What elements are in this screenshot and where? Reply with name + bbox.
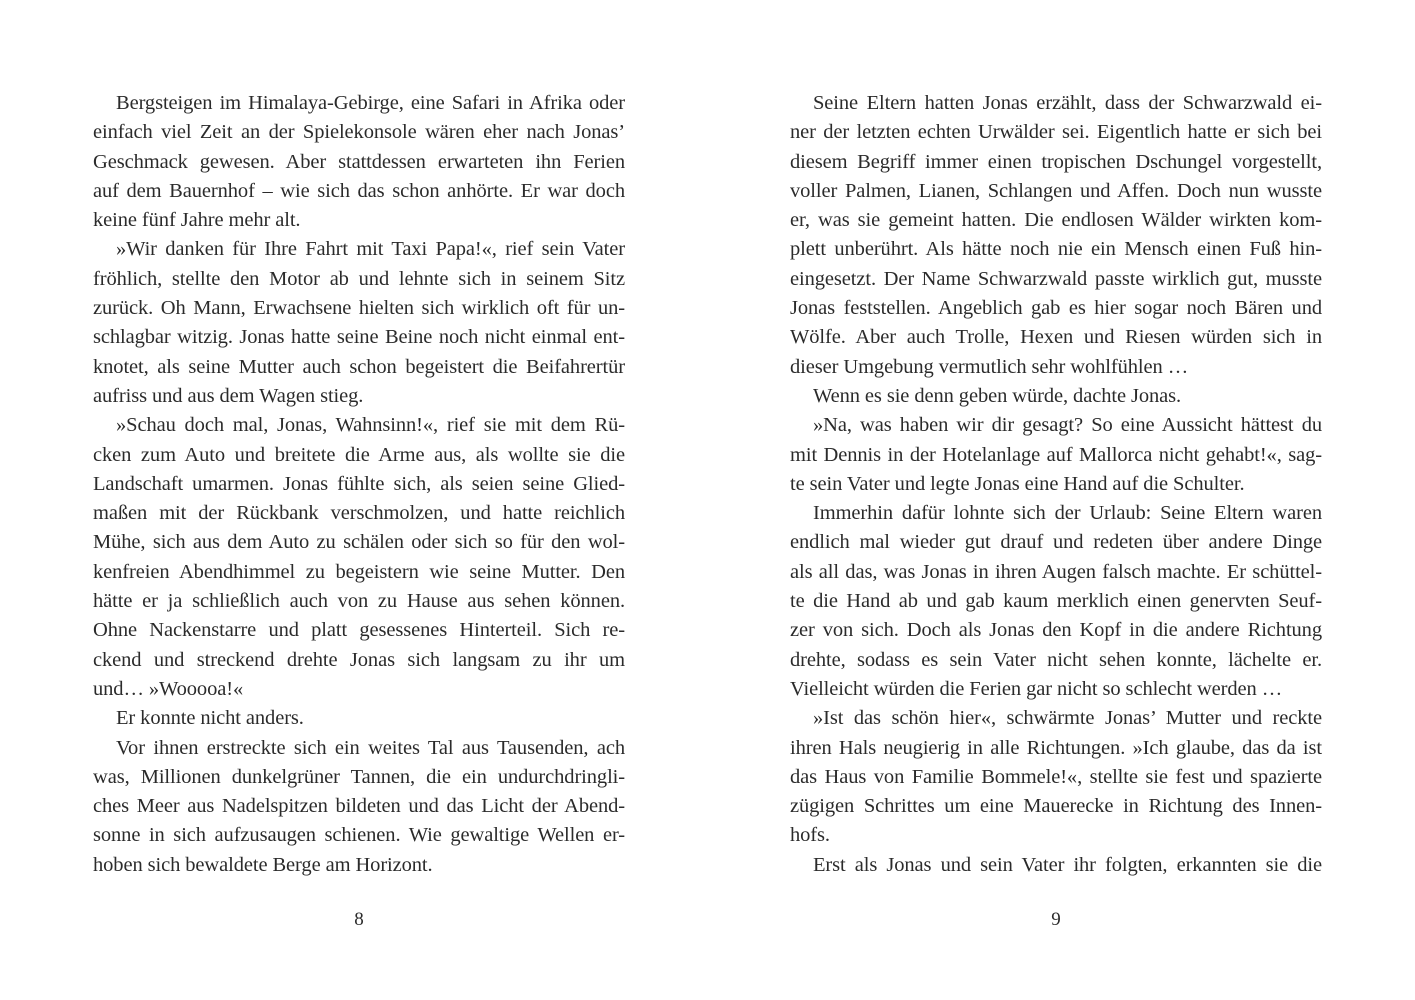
right-page-number: 9 xyxy=(1051,909,1061,930)
text-line: aufriss und aus dem Wagen stieg. xyxy=(93,384,364,407)
text-line: drehte, sodass es sein Vater nicht sehen konnte, lächelte er. xyxy=(790,648,1322,671)
text-line: »Ist das schön hier«, schwärmte Jonas’ Mutter und reckte xyxy=(813,707,1322,730)
text-line: »Schau doch mal, Jonas, Wahnsinn!«, rief sie mit dem Rü- xyxy=(116,414,625,437)
text-line: fröhlich, stellte den Motor ab und lehnte sich in seinem Sitz xyxy=(93,267,625,290)
right-page-text xyxy=(790,89,1322,880)
text-line: maßen mit der Rückbank verschmolzen, und hatte reichlich xyxy=(93,502,625,525)
text-line: diesem Begriff immer einen tropischen Dschungel vorgestellt, xyxy=(790,150,1322,173)
text-line: zer von sich. Doch als Jonas den Kopf in die andere Richtung xyxy=(790,619,1322,642)
text-line: und… »Wooooa!« xyxy=(93,677,244,700)
text-line: endlich mal wieder gut drauf und redeten über andere Dinge xyxy=(790,531,1322,554)
text-line: Vor ihnen erstreckte sich ein weites Tal aus Tausenden, ach xyxy=(116,736,625,759)
text-line: Er konnte nicht anders. xyxy=(116,707,304,730)
text-line: einfach viel Zeit an der Spielekonsole wären eher nach Jonas’ xyxy=(93,121,625,144)
text-line: Immerhin dafür lohnte sich der Urlaub: Seine Eltern waren xyxy=(813,502,1322,525)
text-line: te sein Vater und legte Jonas eine Hand auf die Schulter. xyxy=(790,472,1245,495)
text-line: Mühe, sich aus dem Auto zu schälen oder sich so für den wol- xyxy=(93,531,625,554)
text-line: das Haus von Familie Bommele!«, stellte sie fest und spazierte xyxy=(790,765,1322,788)
text-line: hofs. xyxy=(790,824,830,847)
text-line: hoben sich bewaldete Berge am Horizont. xyxy=(93,853,433,876)
text-line: cken zum Auto und breitete die Arme aus, als wollte sie die xyxy=(93,443,625,466)
left-page xyxy=(0,0,707,1000)
text-line: te die Hand ab und gab kaum merklich einen genervten Seuf- xyxy=(790,590,1322,613)
text-line: plett unberührt. Als hätte noch nie ein Mensch einen Fuß hin- xyxy=(790,238,1322,261)
text-line: auf dem Bauernhof – wie sich das schon anhörte. Er war doch xyxy=(93,179,625,202)
left-page-text xyxy=(93,89,625,880)
right-page xyxy=(707,0,1415,1000)
text-line: hätte er ja schließlich auch von zu Hause aus sehen können. xyxy=(93,590,625,613)
text-line: »Wir danken für Ihre Fahrt mit Taxi Papa!«, rief sein Vater xyxy=(116,238,625,261)
text-line: Bergsteigen im Himalaya-Gebirge, eine Safari in Afrika oder xyxy=(116,92,625,114)
left-page-number: 8 xyxy=(354,909,364,930)
text-line: ckend und streckend drehte Jonas sich langsam zu ihr um xyxy=(93,648,625,671)
text-line: Seine Eltern hatten Jonas erzählt, dass der Schwarzwald ei- xyxy=(813,92,1322,114)
text-line: als all das, was Jonas in ihren Augen falsch machte. Er schüttel- xyxy=(790,560,1322,583)
text-line: eingesetzt. Der Name Schwarzwald passte wirklich gut, musste xyxy=(790,267,1322,290)
text-line: zügigen Schrittes um eine Mauerecke in Richtung des Innen- xyxy=(790,795,1322,818)
text-line: schlagbar witzig. Jonas hatte seine Beine noch nicht einmal ent- xyxy=(93,326,625,349)
text-line: ner der letzten echten Urwälder sei. Eigentlich hatte er sich bei xyxy=(790,121,1322,144)
text-line: Vielleicht würden die Ferien gar nicht so schlecht werden … xyxy=(790,677,1283,700)
text-line: sonne in sich aufzusaugen schienen. Wie gewaltige Wellen er- xyxy=(93,824,625,847)
text-line: zurück. Oh Mann, Erwachsene hielten sich wirklich oft für un- xyxy=(93,297,625,320)
text-line: voller Palmen, Lianen, Schlangen und Affen. Doch nun wusste xyxy=(790,179,1322,202)
text-line: knotet, als seine Mutter auch schon begeistert die Beifahrertür xyxy=(93,355,625,378)
text-line: Landschaft umarmen. Jonas fühlte sich, als seien seine Glied- xyxy=(93,472,625,495)
text-line: ches Meer aus Nadelspitzen bildeten und das Licht der Abend- xyxy=(93,795,625,818)
text-line: Geschmack gewesen. Aber stattdessen erwarteten ihn Ferien xyxy=(93,150,625,173)
text-line: »Na, was haben wir dir gesagt? So eine Aussicht hättest du xyxy=(813,414,1322,437)
text-line: Jonas feststellen. Angeblich gab es hier sogar noch Bären und xyxy=(790,297,1322,320)
text-line: keine fünf Jahre mehr alt. xyxy=(93,209,301,232)
text-line: ihren Hals neugierig in alle Richtungen. »Ich glaube, das da ist xyxy=(790,736,1322,759)
text-line: Wenn es sie denn geben würde, dachte Jonas. xyxy=(813,384,1182,407)
text-line: Wölfe. Aber auch Trolle, Hexen und Riesen würden sich in xyxy=(790,326,1322,349)
text-line: Ohne Nackenstarre und platt gesessenes Hinterteil. Sich re- xyxy=(93,619,625,642)
text-line: mit Dennis in der Hotelanlage auf Mallorca nicht gehabt!«, sag- xyxy=(790,443,1322,466)
text-line: dieser Umgebung vermutlich sehr wohlfühlen … xyxy=(790,355,1189,378)
text-line: was, Millionen dunkelgrüner Tannen, die ein undurchdringli- xyxy=(93,765,625,788)
text-line: er, was sie gemeint hatten. Die endlosen Wälder wirkten kom- xyxy=(790,209,1322,232)
text-line: kenfreien Abendhimmel zu begeistern wie seine Mutter. Den xyxy=(93,560,625,583)
text-line: Erst als Jonas und sein Vater ihr folgten, erkannten sie die xyxy=(813,853,1322,876)
